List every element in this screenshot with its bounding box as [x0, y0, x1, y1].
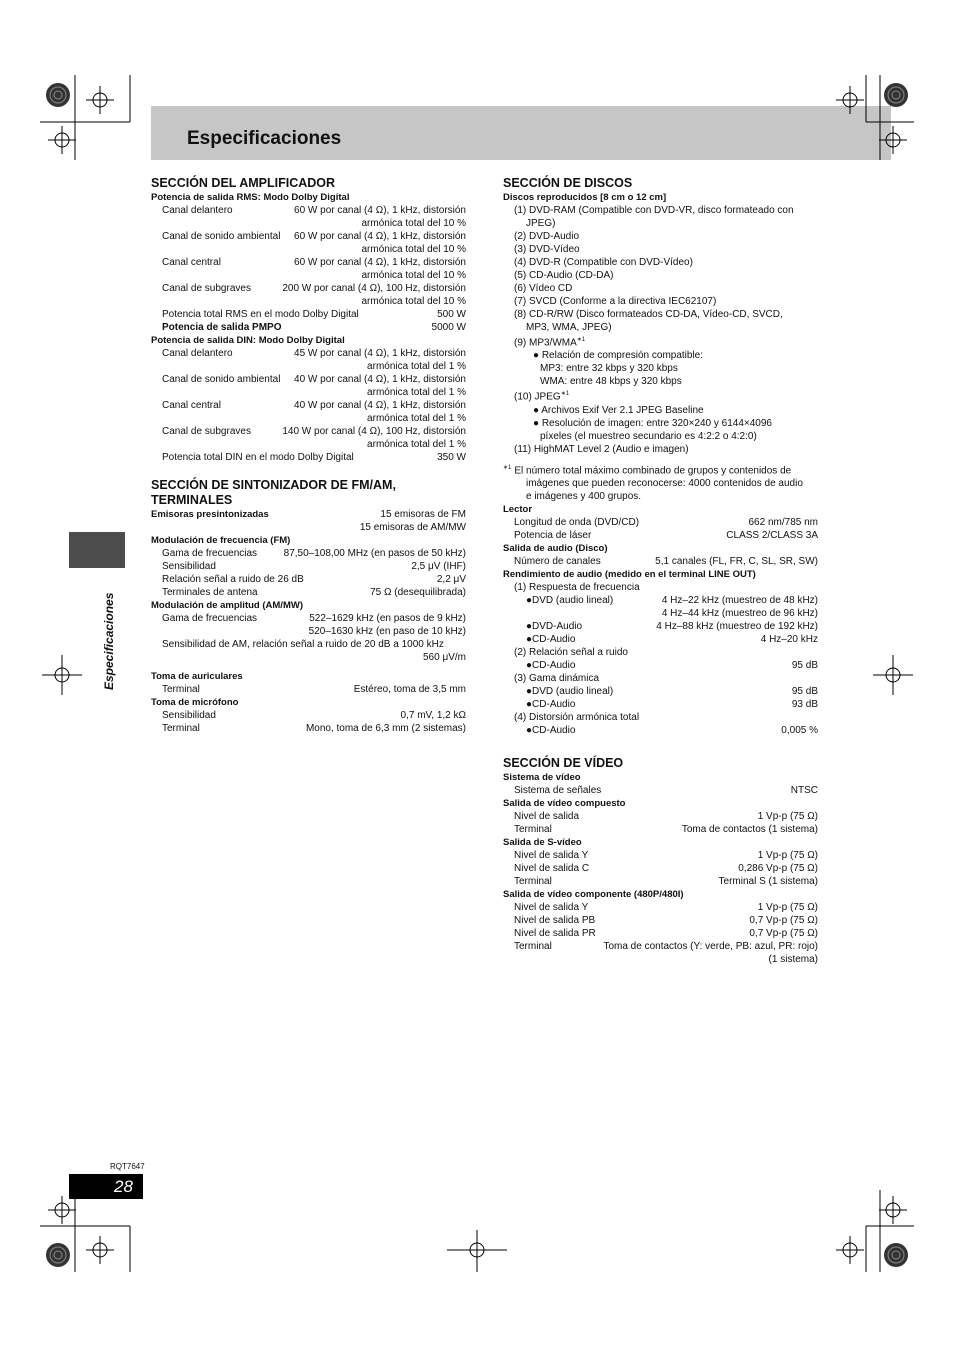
- perf-title: Rendimiento de audio (medido en el terminal LINE OUT): [503, 568, 756, 580]
- spec-row: Canal central 40 W por canal (4 Ω), 1 kHz, distorsión: [162, 400, 466, 411]
- spec-row-cont: (1 sistema): [768, 953, 818, 965]
- footnote-cont: imágenes que pueden reconocerse: 4000 contenidos de audio: [526, 477, 803, 489]
- list-item: (5) CD-Audio (CD-DA): [514, 270, 614, 281]
- rms-title: Potencia de salida RMS: Modo Dolby Digital: [151, 192, 350, 203]
- mic-title: Toma de micrófono: [151, 697, 239, 708]
- spec-row: Nivel de salida 1 Vp-p (75 Ω): [514, 810, 818, 822]
- svideo-title: Salida de S-vídeo: [503, 836, 582, 848]
- spec-row: Nivel de salida PR 0,7 Vp-p (75 Ω): [514, 927, 818, 939]
- spec-row: Gama de frecuencias 87,50–108,00 MHz (en pasos de 50 kHz): [162, 548, 466, 559]
- spec-row-cont: armónica total del 1 %: [367, 439, 466, 450]
- spec-row: Potencia total DIN en el modo Dolby Digital 350 W: [162, 452, 466, 463]
- list-item: (3) DVD-Vídeo: [514, 244, 580, 255]
- spec-row-cont: armónica total del 10 %: [361, 270, 466, 281]
- footnote-cont: e imágenes y 400 grupos.: [526, 490, 642, 502]
- list-item: JPEG): [526, 218, 556, 229]
- spec-row: Canal de subgraves 140 W por canal (4 Ω), 100 Hz, distorsión: [162, 426, 466, 437]
- list-item: (3) Gama dinámica: [514, 672, 600, 684]
- tuner-heading-2: TERMINALES: [151, 493, 233, 507]
- am-title: Modulación de amplitud (AM/MW): [151, 600, 303, 611]
- footnote: $^{∗1}$ El número total máximo combinado de grupos y contenidos de: [503, 464, 792, 476]
- spec-row: Terminal Toma de contactos (1 sistema): [514, 823, 818, 835]
- audio-out-title: Salida de audio (Disco): [503, 542, 608, 554]
- spec-row: Nivel de salida PB 0,7 Vp-p (75 Ω): [514, 914, 818, 926]
- list-item: (8) CD-R/RW (Disco formateados CD-DA, Vídeo-CD, SVCD,: [514, 309, 783, 320]
- spec-row-cont: armónica total del 1 %: [367, 387, 466, 398]
- spec-row: Emisoras presintonizadas 15 emisoras de FM: [151, 509, 466, 520]
- spec-row-cont: 15 emisoras de AM/MW: [359, 522, 466, 533]
- spec-row-cont: 560 μV/m: [422, 652, 466, 663]
- spec-row: Canal de subgraves 200 W por canal (4 Ω), 100 Hz, distorsión: [162, 283, 466, 294]
- list-item: (4) DVD-R (Compatible con DVD-Vídeo): [514, 257, 693, 268]
- spec-row: Sensibilidad 2,5 μV (IHF): [162, 561, 466, 572]
- video-heading: SECCIÓN DE VÍDEO: [503, 755, 624, 770]
- spec-row: Potencia total RMS en el modo Dolby Digital 500 W: [162, 309, 466, 320]
- playable-title: Discos reproducidos [8 cm o 12 cm]: [503, 192, 667, 203]
- spec-row-cont: armónica total del 10 %: [361, 218, 466, 229]
- spec-row-cont: 520–1630 kHz (en paso de 10 kHz): [308, 626, 466, 637]
- list-item: ● Archivos Exif Ver 2.1 JPEG Baseline: [533, 404, 704, 416]
- list-item: ● Relación de compresión compatible:: [533, 350, 704, 362]
- spec-row: Canal delantero 45 W por canal (4 Ω), 1 kHz, distorsión: [162, 348, 466, 359]
- spec-row: ●CD-Audio 0,005 %: [526, 724, 818, 736]
- spec-row: Nivel de salida C 0,286 Vp-p (75 Ω): [514, 862, 818, 874]
- list-item: WMA: entre 48 kbps y 320 kbps: [540, 376, 682, 388]
- spec-row-cont: armónica total del 10 %: [361, 244, 466, 255]
- spec-row: Canal delantero 60 W por canal (4 Ω), 1 kHz, distorsión: [162, 205, 466, 216]
- spec-row: Canal de sonido ambiental 60 W por canal (4 Ω), 1 kHz, distorsión: [162, 231, 466, 242]
- fm-title: Modulación de frecuencia (FM): [151, 535, 291, 546]
- pickup-title: Lector: [503, 503, 533, 515]
- spec-row-cont: 4 Hz–44 kHz (muestreo de 96 kHz): [661, 607, 818, 619]
- model-code: RQT7647: [110, 1162, 145, 1171]
- spec-row: Nivel de salida Y 1 Vp-p (75 Ω): [514, 849, 818, 861]
- list-item: (9) $MP3/WMA^{∗1}$: [514, 337, 586, 349]
- list-item: (6) Vídeo CD: [514, 283, 573, 294]
- list-item: ● Resolución de imagen: entre 320×240 y 6144×4096: [533, 417, 772, 429]
- spec-row: ●DVD-Audio 4 Hz–88 kHz (muestreo de 192 kHz): [526, 620, 818, 632]
- spec-row: Potencia de salida PMPO 5000 W: [162, 322, 466, 333]
- spec-row: Terminal Mono, toma de 6,3 mm (2 sistemas): [162, 723, 466, 734]
- spec-row: Gama de frecuencias 522–1629 kHz (en pasos de 9 kHz): [162, 613, 466, 624]
- tuner-heading: SECCIÓN DE SINTONIZADOR DE FM/AM,: [151, 478, 396, 492]
- list-item: (1) DVD-RAM (Compatible con DVD-VR, disco formateado con: [514, 205, 794, 216]
- spec-row: Canal de sonido ambiental 40 W por canal (4 Ω), 1 kHz, distorsión: [162, 374, 466, 385]
- spec-row-cont: armónica total del 10 %: [361, 296, 466, 307]
- amplifier-heading: SECCIÓN DEL AMPLIFICADOR: [151, 176, 336, 190]
- spec-row: Nivel de salida Y 1 Vp-p (75 Ω): [514, 901, 818, 913]
- side-label: Especificaciones: [102, 592, 116, 690]
- list-item: (1) Respuesta de frecuencia: [514, 581, 640, 593]
- page-title: Especificaciones: [187, 128, 342, 149]
- spec-row: Sensibilidad 0,7 mV, 1,2 kΩ: [162, 710, 466, 721]
- spec-row: ●CD-Audio 93 dB: [526, 698, 818, 710]
- spec-row: Longitud de onda (DVD/CD) 662 nm/785 nm: [514, 516, 818, 528]
- spec-row: Número de canales 5,1 canales (FL, FR, C, SL, SR, SW): [514, 555, 818, 567]
- spec-row: Terminal Terminal S (1 sistema): [514, 875, 818, 887]
- discs-heading: SECCIÓN DE DISCOS: [503, 176, 633, 190]
- spec-row: Sensibilidad de AM, relación señal a ruido de 20 dB a 1000 kHz: [162, 639, 444, 650]
- din-title: Potencia de salida DIN: Modo Dolby Digital: [151, 335, 345, 346]
- list-item: (2) Relación señal a ruido: [514, 646, 628, 658]
- spec-row-cont: armónica total del 1 %: [367, 413, 466, 424]
- spec-row: Terminal Estéreo, toma de 3,5 mm: [162, 684, 466, 695]
- component-title: Salida de vídeo componente (480P/480I): [503, 888, 684, 900]
- spec-row: ●CD-Audio 4 Hz–20 kHz: [526, 633, 818, 645]
- list-item: (10) $JPEG^{∗1}$: [514, 391, 570, 403]
- list-item: píxeles (el muestreo secundario es 4:2:2 o 4:2:0): [540, 430, 757, 442]
- video-system-title: Sistema de vídeo: [503, 771, 581, 783]
- spec-row: ●DVD (audio lineal) 95 dB: [526, 685, 818, 697]
- spec-row: Potencia de láser CLASS 2/CLASS 3A: [514, 529, 818, 541]
- list-item: MP3: entre 32 kbps y 320 kbps: [540, 363, 678, 375]
- spec-row: ●DVD (audio lineal) 4 Hz–22 kHz (muestreo de 48 kHz): [526, 594, 818, 606]
- list-item: MP3, WMA, JPEG): [526, 322, 612, 333]
- spec-row: ●CD-Audio 95 dB: [526, 659, 818, 671]
- list-item: (7) SVCD (Conforme a la directiva IEC62107): [514, 296, 717, 307]
- target-disc-icon: [46, 83, 908, 1267]
- spec-row: Terminal Toma de contactos (Y: verde, PB: azul, PR: rojo): [514, 940, 818, 952]
- spec-row: Terminales de antena 75 Ω (desequilibrada): [162, 587, 466, 598]
- crosshair-icon: [42, 86, 913, 1272]
- composite-title: Salida de vídeo compuesto: [503, 797, 626, 809]
- list-item: (2) DVD-Audio: [514, 231, 580, 242]
- page-number: 28: [114, 1177, 133, 1196]
- list-item: (11) HighMAT Level 2 (Audio e imagen): [514, 443, 689, 455]
- phones-title: Toma de auriculares: [151, 671, 243, 682]
- spec-row: Relación señal a ruido de 26 dB 2,2 μV: [162, 574, 466, 585]
- spec-row: Sistema de señales NTSC: [514, 784, 818, 796]
- spec-row: Canal central 60 W por canal (4 Ω), 1 kHz, distorsión: [162, 257, 466, 268]
- list-item: (4) Distorsión armónica total: [514, 711, 640, 723]
- spec-row-cont: armónica total del 1 %: [367, 361, 466, 372]
